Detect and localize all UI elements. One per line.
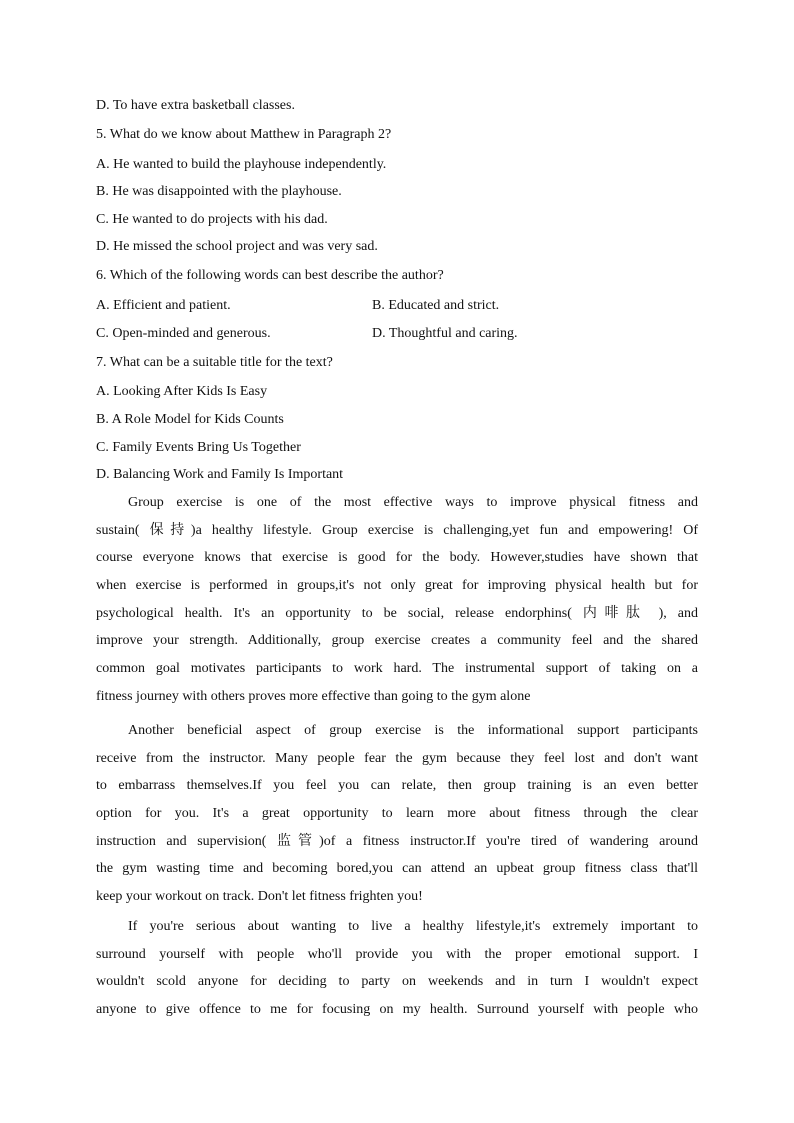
question-6-prompt: 6. Which of the following words can best describe the author? [96, 268, 444, 283]
q4-option-d: D. To have extra basketball classes. [96, 98, 295, 113]
q5-option-a: A. He wanted to build the playhouse independently. [96, 157, 387, 172]
paragraph-line: Another beneficial aspect of group exercise is the informational support participants [128, 723, 698, 738]
paragraph-line: common goal motivates participants to work hard. The instrumental support of taking on a [96, 661, 698, 677]
paragraph-line: keep your workout on track. Don't let fitness frighten you! [96, 889, 423, 905]
passage-paragraph-2 [96, 717, 698, 911]
paragraph-line: improve your strength. Additionally, group exercise creates a community feel and the shared [96, 633, 698, 649]
paragraph-line: when exercise is performed in groups,it's not only great for improving physical health but for [96, 578, 698, 594]
q6-option-c: C. Open-minded and generous. [96, 326, 271, 341]
question-5-prompt: 5. What do we know about Matthew in Paragraph 2? [96, 127, 392, 142]
q5-option-d: D. He missed the school project and was very sad. [96, 239, 378, 254]
q7-option-b: B. A Role Model for Kids Counts [96, 412, 284, 427]
paragraph-line: fitness journey with others proves more effective than going to the gym alone [96, 688, 531, 704]
paragraph-line: receive from the instructor. Many people fear the gym because they feel lost and don't want [96, 750, 698, 766]
paragraph-line: to embarrass themselves.If you feel you can relate, then group training is an even better [96, 778, 698, 794]
paragraph-line: wouldn't scold anyone for deciding to party on weekends and in turn I wouldn't expect [96, 974, 698, 990]
q7-option-c: C. Family Events Bring Us Together [96, 440, 301, 455]
paragraph-line: option for you. It's a great opportunity to learn more about fitness through the clear [96, 806, 698, 822]
paragraph-line: If you're serious about wanting to live a healthy lifestyle,it's extremely important to [128, 919, 698, 934]
paragraph-line: the gym wasting time and becoming bored,you can attend an upbeat group fitness class that'll [96, 861, 698, 877]
q5-option-c: C. He wanted to do projects with his dad. [96, 212, 328, 227]
question-7-prompt: 7. What can be a suitable title for the text? [96, 355, 333, 370]
q7-option-d: D. Balancing Work and Family Is Important [96, 467, 344, 482]
paragraph-line: anyone to give offence to me for focusing on my health. Surround yourself with people who [96, 1002, 698, 1018]
q7-option-a: A. Looking After Kids Is Easy [96, 384, 268, 399]
q6-option-b: B. Educated and strict. [372, 298, 500, 313]
paragraph-line: Group exercise is one of the most effective ways to improve physical fitness and [128, 495, 698, 510]
passage-paragraph-1 [96, 489, 698, 711]
paragraph-line: psychological health. It's an opportunity to be social, release endorphins( 内啡肽 ), and [96, 605, 698, 621]
q6-option-a: A. Efficient and patient. [96, 298, 231, 313]
q5-option-b: B. He was disappointed with the playhouse. [96, 184, 342, 199]
paragraph-line: course everyone knows that exercise is good for the body. However,studies have shown that [96, 550, 698, 566]
paragraph-line: sustain( 保持)a healthy lifestyle. Group exercise is challenging,yet fun and empowering! Of [96, 522, 698, 538]
paragraph-line: instruction and supervision( 监管)of a fitness instructor.If you're tired of wandering around [96, 833, 698, 849]
q6-option-d: D. Thoughtful and caring. [372, 326, 518, 341]
passage-paragraph-3 [96, 913, 698, 1024]
paragraph-line: surround yourself with people who'll provide you with the proper emotional support. I [96, 946, 698, 962]
